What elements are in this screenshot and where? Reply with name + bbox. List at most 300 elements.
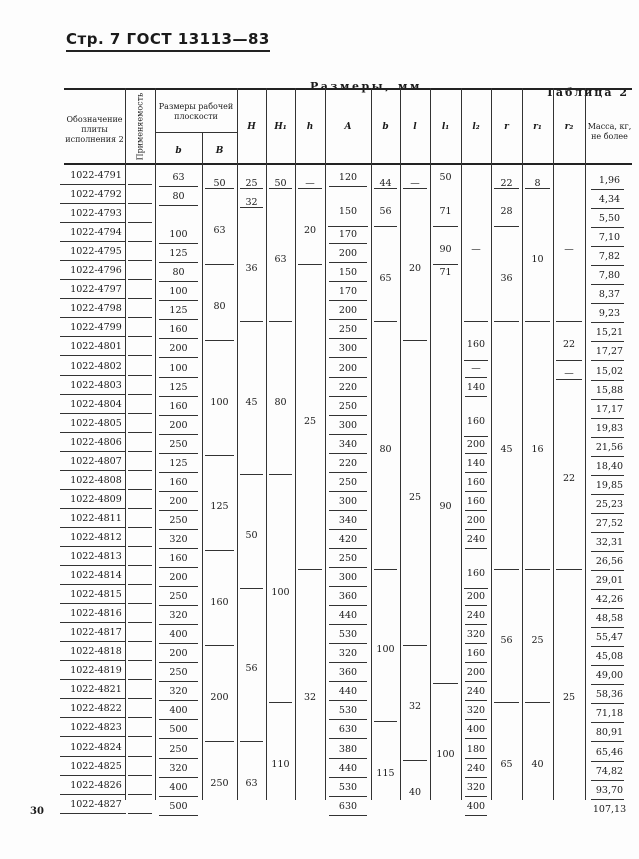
row-code: 1022-4806	[70, 436, 122, 448]
cell-b: 250	[169, 667, 188, 679]
cell-b: 63	[172, 172, 185, 183]
cell-b-rule	[159, 281, 198, 282]
row-code: 1022-4796	[70, 265, 122, 277]
cell-A-rule	[329, 624, 367, 625]
header-b: b	[175, 146, 182, 156]
cell-A-rule	[329, 300, 367, 301]
cell-b: 250	[169, 743, 188, 755]
cell-A: 170	[338, 229, 358, 241]
applicability-cell	[128, 203, 152, 204]
span-H: 25	[245, 177, 258, 189]
applicability-cell	[128, 241, 152, 242]
row-underline	[60, 336, 126, 337]
span-A150-rule	[328, 226, 368, 227]
cell-l2-rule	[465, 472, 487, 473]
row-code: 1022-4826	[70, 779, 122, 791]
span-B-rule	[205, 645, 234, 646]
cell-l2: 160	[466, 476, 486, 488]
cell-mass-rule	[591, 380, 624, 381]
row-underline	[60, 260, 126, 261]
cell-A: 300	[338, 419, 358, 431]
cell-A: 200	[338, 248, 358, 260]
row-code: 1022-4795	[70, 246, 122, 258]
span-H-rule	[240, 474, 263, 475]
cell-l2: 200	[466, 667, 486, 679]
cell-mass: 26,56	[595, 556, 624, 567]
cell-b: 100	[169, 229, 188, 241]
applicability-cell	[128, 336, 152, 337]
span-r: 65	[500, 758, 513, 770]
span-r-rule	[494, 188, 519, 189]
cell-l2-rule	[465, 681, 487, 682]
header-subrule	[155, 132, 237, 133]
applicability-cell	[128, 756, 152, 757]
cell-l2-rule	[465, 510, 487, 511]
span-bb: 65	[379, 272, 392, 284]
applicability-cell	[128, 660, 152, 661]
span-B: 200	[210, 691, 229, 703]
applicability-cell	[128, 698, 152, 699]
cell-b: 200	[169, 572, 188, 584]
span-H1: 63	[274, 253, 287, 265]
cell-mass-rule	[591, 227, 624, 228]
cell-mass: 4,34	[598, 194, 621, 206]
span-bb-rule	[374, 721, 397, 722]
cell-A-rule	[329, 319, 367, 320]
row-code: 1022-4822	[70, 703, 122, 715]
row-underline	[60, 775, 126, 776]
cell-mass: 48,58	[595, 613, 624, 625]
cell-mass-rule	[591, 341, 624, 342]
cell-A-rule	[329, 738, 367, 739]
cell-mass: 18,40	[595, 460, 624, 472]
row-underline	[60, 413, 126, 414]
cell-A-rule	[329, 529, 367, 530]
row-underline	[60, 813, 126, 814]
cell-b: 100	[169, 286, 188, 298]
cell-A-rule	[329, 719, 367, 720]
span-r1-rule	[525, 569, 550, 570]
header-bottom-rule	[64, 163, 632, 165]
header-r2: r₂	[564, 122, 574, 132]
cell-l1: 71	[439, 267, 452, 279]
applicability-cell	[128, 679, 152, 680]
cell-l2-rule	[465, 777, 487, 778]
span-h-rule	[298, 264, 322, 265]
cell-b-rule	[159, 643, 198, 644]
cell-b: 100	[169, 362, 188, 374]
applicability-cell	[128, 470, 152, 471]
cell-A-rule	[329, 186, 367, 187]
span-A150: 150	[338, 206, 358, 218]
span-l2: —	[471, 244, 481, 256]
applicability-cell	[128, 489, 152, 490]
applicability-cell	[128, 736, 152, 737]
cell-mass-rule	[591, 494, 624, 495]
cell-mass: 8,37	[598, 289, 621, 301]
header-B: B	[215, 146, 224, 156]
row-code: 1022-4802	[70, 360, 122, 372]
cell-mass-rule	[591, 246, 624, 247]
cell-A: 150	[338, 267, 358, 279]
span-B-rule	[205, 741, 234, 742]
span-l1: 100	[436, 749, 455, 761]
row-code: 1022-4797	[70, 284, 122, 296]
cell-b-rule	[159, 338, 198, 339]
cell-l2: 200	[466, 514, 486, 526]
cell-A: 360	[338, 591, 358, 603]
cell-mass: 42,26	[595, 594, 624, 606]
cell-b: 200	[169, 495, 188, 507]
cell-l2: 320	[466, 781, 486, 793]
applicability-cell	[128, 432, 152, 433]
span-r2: 25	[562, 691, 576, 703]
cell-b: 200	[169, 419, 188, 431]
cell-b-rule	[159, 815, 198, 816]
span-h-rule	[298, 569, 322, 570]
row-code: 1022-4794	[70, 227, 122, 239]
cell-b: 160	[169, 476, 188, 488]
span-r-rule	[494, 226, 519, 227]
span-H-rule	[240, 188, 263, 189]
row-code: 1022-4804	[70, 398, 122, 410]
applicability-cell	[128, 508, 152, 509]
cell-mass-rule	[591, 322, 624, 323]
header-l: l	[413, 122, 417, 132]
header-designation: Обозначение плиты исполнения 2	[65, 115, 124, 144]
span-r-rule	[494, 569, 519, 570]
cell-mass: 1,96	[598, 175, 621, 186]
span-H1-rule	[269, 188, 292, 189]
span-h: 32	[303, 691, 317, 703]
cell-mass: 107,13	[592, 803, 627, 815]
span-r2-rule	[556, 321, 582, 322]
row-code: 1022-4821	[70, 684, 122, 696]
cell-A: 440	[338, 762, 358, 774]
cell-A: 530	[338, 781, 358, 793]
cell-mass: 15,02	[595, 365, 624, 377]
applicability-cell	[128, 584, 152, 585]
cell-A-rule	[329, 262, 367, 263]
cell-b-rule	[159, 357, 198, 358]
row-underline	[60, 375, 126, 376]
header-l1: l₁	[441, 122, 450, 132]
applicability-cell	[128, 565, 152, 566]
cell-b: 160	[169, 553, 188, 564]
cell-A: 300	[338, 572, 358, 584]
span-l: 25	[408, 491, 422, 503]
applicability-cell	[128, 527, 152, 528]
cell-mass: 15,88	[595, 384, 624, 396]
span-bb: 115	[376, 768, 395, 780]
cell-mass: 27,52	[595, 517, 624, 529]
cell-mass: 5,50	[598, 213, 621, 225]
row-code: 1022-4824	[70, 741, 122, 753]
span-B-rule	[205, 264, 234, 265]
cell-mass-rule	[591, 475, 624, 476]
row-code: 1022-4811	[70, 512, 122, 524]
span-H: 32	[245, 196, 258, 208]
span-l: 32	[408, 701, 422, 713]
cell-mass: 7,80	[598, 270, 621, 282]
cell-l2-rule	[465, 548, 487, 549]
row-underline	[60, 736, 126, 737]
cell-mass-rule	[591, 646, 624, 647]
cell-l2-rule	[465, 605, 487, 606]
cell-A: 220	[338, 381, 358, 393]
cell-A-rule	[329, 586, 367, 587]
row-underline	[60, 184, 126, 185]
cell-l2: 140	[466, 457, 486, 469]
applicability-cell	[128, 279, 152, 280]
applicability-cell	[128, 394, 152, 395]
span-r2-rule	[556, 569, 582, 570]
header-working-surface: Размеры рабочей плоскости	[158, 102, 234, 121]
span-r: 36	[500, 272, 513, 284]
row-code: 1022-4814	[70, 570, 122, 582]
cell-b-rule	[159, 529, 198, 530]
cell-b: 500	[169, 724, 188, 736]
applicability-cell	[128, 355, 152, 356]
cell-mass-rule	[591, 799, 624, 800]
header-r: r	[504, 122, 509, 132]
span-B: 250	[210, 777, 229, 789]
span-H1: 100	[271, 587, 290, 599]
cell-mass-rule	[591, 513, 624, 514]
cell-A-rule	[329, 662, 367, 663]
span-l2: 160	[466, 415, 486, 427]
span-H: 36	[245, 263, 258, 275]
cell-l2-rule	[465, 815, 487, 816]
cell-l2-rule	[465, 624, 487, 625]
span-H-rule	[240, 207, 263, 208]
span-bb: 44	[379, 177, 392, 189]
span-r: 56	[500, 634, 513, 646]
applicability-cell	[128, 813, 152, 814]
cell-b-rule	[159, 472, 198, 473]
cell-mass-rule	[591, 761, 624, 762]
cell-mass: 17,27	[595, 346, 624, 358]
span-B-rule	[205, 188, 234, 189]
cell-mass: 55,47	[595, 632, 624, 644]
row-underline	[60, 679, 126, 680]
cell-l2-rule	[465, 453, 487, 454]
span-bb-rule	[374, 188, 397, 189]
applicability-cell	[128, 451, 152, 452]
span-r2: —	[564, 244, 574, 256]
cell-A: 440	[338, 610, 358, 622]
row-underline	[60, 222, 126, 223]
span-r1-rule	[525, 188, 550, 189]
cell-A: 200	[338, 362, 358, 374]
span-B: 125	[210, 501, 229, 513]
cell-A: 200	[338, 305, 358, 317]
header-A: A	[344, 122, 352, 132]
span-l2: 160	[466, 339, 486, 351]
row-underline	[60, 584, 126, 585]
cell-l2: 400	[466, 724, 486, 736]
cell-mass: 49,00	[595, 670, 624, 682]
cell-b: 125	[169, 457, 188, 469]
cell-b-rule	[159, 624, 198, 625]
cell-b-rule	[159, 738, 198, 739]
cell-mass: 80,91	[595, 727, 624, 739]
row-underline	[60, 527, 126, 528]
row-underline	[60, 698, 126, 699]
applicability-cell	[128, 298, 152, 299]
row-underline	[60, 241, 126, 242]
cell-A-rule	[329, 777, 367, 778]
cell-mass-rule	[591, 665, 624, 666]
span-l1-rule	[433, 264, 458, 265]
span-l1: 71	[439, 206, 452, 218]
span-h-rule	[298, 188, 322, 189]
span-H: 56	[245, 663, 258, 675]
cell-mass-rule	[591, 208, 624, 209]
span-B: 63	[213, 225, 226, 237]
span-H: 45	[245, 396, 258, 408]
cell-l2: 240	[466, 533, 486, 545]
applicability-cell	[128, 413, 152, 414]
cell-b: 160	[169, 400, 188, 412]
applicability-cell	[128, 184, 152, 185]
cell-mass-rule	[591, 418, 624, 419]
row-code: 1022-4791	[70, 170, 122, 181]
cell-mass-rule	[591, 284, 624, 285]
cell-mass-rule	[591, 265, 624, 266]
cell-l2: 140	[466, 381, 486, 393]
row-underline	[60, 717, 126, 718]
span-h: —	[305, 177, 315, 189]
cell-A-rule	[329, 357, 367, 358]
cell-b-rule	[159, 700, 198, 701]
cell-b: 400	[169, 781, 188, 793]
cell-A: 220	[338, 457, 358, 469]
cell-b-rule	[159, 396, 198, 397]
cell-A: 340	[338, 438, 358, 450]
cell-b: 320	[169, 610, 188, 622]
cell-l2: 200	[466, 438, 486, 450]
column-divider-H1	[266, 88, 267, 800]
cell-l2-rule	[465, 377, 487, 378]
row-underline	[60, 355, 126, 356]
span-l: 20	[408, 263, 422, 275]
span-r-rule	[494, 702, 519, 703]
cell-A-rule	[329, 796, 367, 797]
cell-A: 170	[338, 286, 358, 298]
span-l1: 90	[439, 244, 452, 256]
cell-mass: 93,70	[595, 784, 624, 796]
applicability-cell	[128, 603, 152, 604]
span-l-rule	[403, 645, 427, 646]
span-H1-rule	[269, 321, 292, 322]
span-H: 50	[245, 529, 258, 541]
cell-A-rule	[329, 605, 367, 606]
cell-b-rule	[159, 415, 198, 416]
cell-b-rule	[159, 453, 198, 454]
span-B-rule	[205, 455, 234, 456]
header-l2: l₂	[472, 122, 480, 132]
cell-A: 360	[338, 667, 358, 679]
applicability-cell	[128, 775, 152, 776]
span-H1: 110	[271, 758, 290, 770]
span-l2-rule	[464, 588, 488, 589]
cell-b: 200	[169, 648, 188, 660]
table-top-rule	[64, 88, 632, 90]
cell-b-rule	[159, 719, 198, 720]
cell-b-rule	[159, 796, 198, 797]
applicability-cell	[128, 260, 152, 261]
cell-b-rule	[159, 681, 198, 682]
cell-A: 320	[338, 648, 358, 660]
cell-A: 440	[338, 686, 358, 698]
cell-b-rule	[159, 491, 198, 492]
cell-l2: 320	[466, 629, 486, 641]
cell-mass: 7,82	[598, 251, 621, 263]
cell-l2-rule	[465, 700, 487, 701]
header-H1: H₁	[274, 122, 287, 132]
cell-A-rule	[329, 281, 367, 282]
span-H-rule	[240, 741, 263, 742]
cell-mass: 17,17	[595, 403, 624, 415]
cell-b: 320	[169, 686, 188, 698]
span-bb: 100	[376, 644, 395, 656]
table-label: Таблица 2	[545, 86, 629, 99]
cell-l2: —	[471, 362, 481, 374]
row-code: 1022-4818	[70, 646, 122, 658]
cell-l2-rule	[465, 662, 487, 663]
span-bb-rule	[374, 226, 397, 227]
row-code: 1022-4801	[70, 341, 122, 353]
span-h: 20	[303, 225, 317, 237]
cell-b: 200	[169, 343, 188, 355]
span-l: 40	[408, 787, 422, 799]
cell-A: 250	[338, 553, 358, 564]
cell-mass: 74,82	[595, 765, 624, 777]
cell-b-rule	[159, 567, 198, 568]
row-underline	[60, 298, 126, 299]
row-underline	[60, 641, 126, 642]
cell-b-rule	[159, 300, 198, 301]
cell-b-rule	[159, 758, 198, 759]
span-h: 25	[303, 415, 317, 427]
cell-b-rule	[159, 777, 198, 778]
cell-b: 80	[172, 191, 185, 203]
span-r1-rule	[525, 702, 550, 703]
row-underline	[60, 565, 126, 566]
span-H1-rule	[269, 702, 292, 703]
cell-mass: 65,46	[595, 746, 624, 758]
span-l2-rule	[464, 360, 488, 361]
span-B-rule	[205, 550, 234, 551]
cell-b-rule	[159, 510, 198, 511]
cell-A: 530	[338, 629, 358, 641]
cell-l2-rule	[465, 643, 487, 644]
span-l-rule	[403, 188, 427, 189]
row-code: 1022-4817	[70, 627, 122, 639]
row-code: 1022-4819	[70, 665, 122, 677]
span-bb-rule	[374, 569, 397, 570]
cell-A-rule	[329, 377, 367, 378]
row-code: 1022-4799	[70, 322, 122, 334]
cell-mass: 71,18	[595, 708, 624, 720]
cell-l2: 240	[466, 610, 486, 622]
cell-mass-rule	[591, 722, 624, 723]
cell-mass: 21,56	[595, 441, 624, 453]
cell-mass: 58,36	[595, 689, 624, 701]
cell-l2-rule	[465, 491, 487, 492]
cell-l2: 240	[466, 686, 486, 698]
